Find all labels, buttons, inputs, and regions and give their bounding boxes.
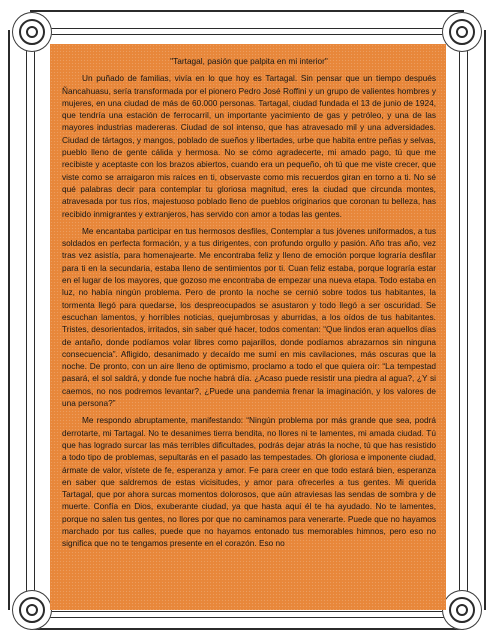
- frame-bottom-line-inner: [34, 611, 460, 612]
- paragraph-3: Me respondo abruptamente, manifestando: “Ningún problema por más grande que sea, podrá derrotarte, mi Tartagal. No te desanimes tierra bendita, no llores ni te lamentes, mi amada ciudad. Tú que has logrado surcar las más terribles dificultades, podrás dejar atrás la noche, tú que has resistido a todo tipo de problemas, sepultarás en el pasado las tempestades. Oh gloriosa e imponente ciudad, ármate de valor, vístete de fe, esperanza y amor. Fe para creer en que todo estará bien, esperanza en saber que saldremos de estas vicisitudes, y amor para ofrecerles a tus gentes. Mi querida Tartagal, que por ahora surcas momentos dolorosos, que aún atraviesas las sendas de sombra y de muerte. Confía en Dios, exuberante ciudad, ya que hasta aquí él te ha ayudado. No te lamentes, porque no salen tus gentes, no llores por que no caminamos para venerarte. Puede que no hayamos marchado por tus calles, puede que no hayamos entonado tus memorables himnos, pero eso no significa que no te tengamos presente en el corazón. Eso no: [62, 415, 436, 549]
- corner-ornament-top-left: [12, 12, 52, 52]
- paragraph-2: Me encantaba participar en tus hermosos desfiles, Contemplar a tus jóvenes uniformados, a tus soldados en perfecta formación, y a tus dirigentes, con profundo orgullo y pasión. Año tras año, vez tras vez asistía, para homenajearte. Me encontraba feliz y lleno de emoción porque lograría desfilar para ti en la secundaria, estaba lleno de sentimientos por ti. Cuan feliz estaba, porque lograría estar en el lugar de los mayores, que gozoso me encontraba de empezar una nueva etapa. Todo estaba en luz, no había ningún problema. Pero de pronto la noche se cernió sobre todos tus habitantes, la tormenta llegó para quedarse, los despreocupados se asustaron y todo llegó a ser oscuridad. Se escuchan lamentos, y horribles noticias, quejumbrosas y aburridas, a los oídos de tus habitantes. Tristes, desorientados, irritados, sin saber qué hacer, todos comentan: “Que lindos eran aquellos días de antaño, donde podíamos volar libres como pajarillos, donde podíamos abrazarnos sin ninguna consecuencia”. Afligido, desanimado y decaído me sumí en mis cavilaciones, más oscuras que la noche. De pronto, con un aire lleno de optimismo, proclamo a todo el que quiera oír: “La tempestad pasará, el sol saldrá, y donde fue noche habrá día. ¿Acaso puede resistir una piedra al agua?, ¿Y si caemos, no nos podremos levantar?, ¿Puede una pandemia frenar la imaginación, y los valores de una persona?”: [62, 225, 436, 409]
- frame-top-line-inner: [34, 28, 460, 29]
- frame-right-line-inner: [467, 34, 468, 606]
- frame-right-line: [484, 30, 486, 610]
- corner-ornament-bottom-right: [442, 590, 482, 630]
- frame-left-line-inner2: [34, 34, 35, 606]
- frame-top-line: [30, 10, 464, 12]
- frame-left-line: [8, 30, 10, 610]
- frame-left-line-inner: [26, 34, 27, 606]
- frame-top-line-inner2: [34, 34, 460, 35]
- paragraph-1: Un puñado de familias, vivía en lo que hoy es Tartagal. Sin pensar que un tiempo después Ñancahuasu, sería transformada por el pionero Pedro José Roffini y un grupo de valientes hombres y mujeres, en una ciudad de más de 60.000 personas. Tartagal, ciudad fundada el 13 de junio de 1924, que tendría una estación de ferrocarril, un importante yacimiento de gas y petróleo, y una de las mayores industrias madereras. Ciudad de sol intenso, que has atravesado mil y una adversidades. Ciudad de tártagos, y mangos, poblado de sueños y libertades, urbe que habita entre peñas y selvas, pueblo lleno de gente cálida y hermosa. No se cómo agradecerte, mi amado pago, tú que me recibiste y aceptaste con los brazos abiertos, cuando era un pequeño, oh tú que me viste crecer, que viste como se arraigaron mis raíces en ti, observaste como mis recuerdos giran en torno a ti. No sé qué palabras decir para contemplar tu gloriosa magnitud, eres la ciudad que circunda montes, atravesada por tus ríos, majestuoso poblado lleno de pueblos originarios que coronan tu belleza, has recibido inmigrantes y extranjeros, has servido con amor a todas las gentes.: [62, 73, 436, 219]
- corner-ornament-top-right: [442, 12, 482, 52]
- frame-bottom-line: [30, 628, 464, 630]
- article-body: [62, 55, 436, 555]
- text-panel: [50, 44, 446, 610]
- frame-right-line-inner2: [459, 34, 460, 606]
- corner-ornament-bottom-left: [12, 590, 52, 630]
- article-heading: "Tartagal, pasión que palpita en mi interior": [170, 56, 328, 66]
- frame-bottom-line-inner2: [34, 617, 460, 618]
